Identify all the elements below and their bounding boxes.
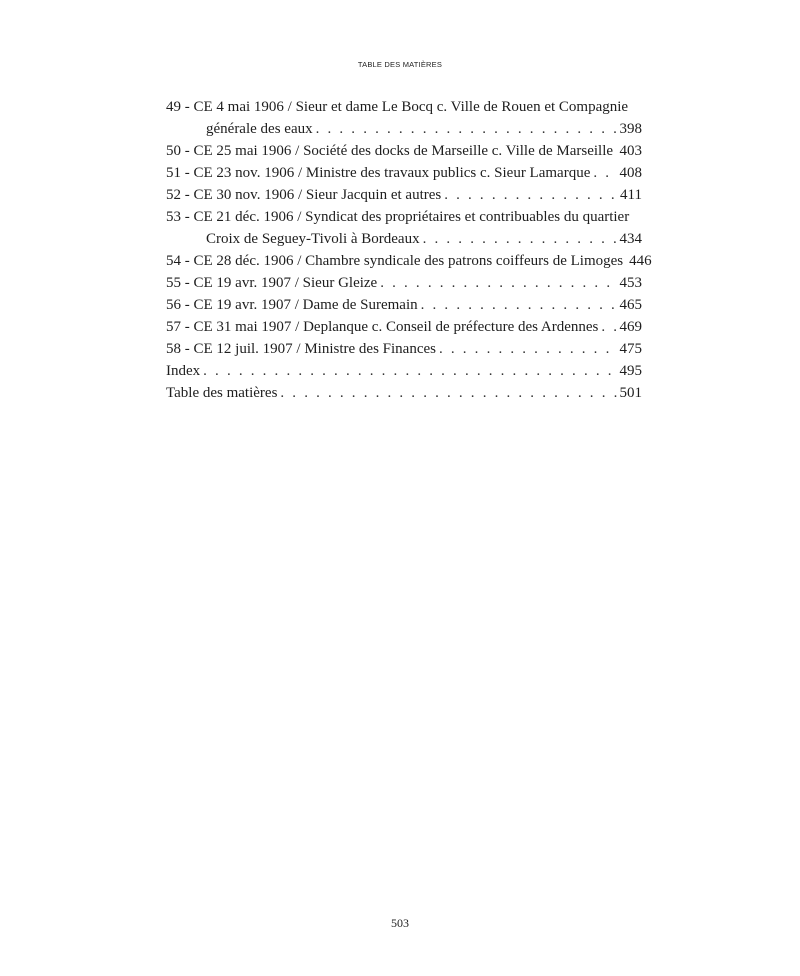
toc-page-number: 465 (619, 297, 642, 313)
toc-page-number: 495 (619, 363, 642, 379)
toc-page-number: 398 (619, 121, 642, 137)
toc-entry-line (166, 228, 642, 250)
toc-entry-line (166, 360, 642, 382)
toc-entry-54 (166, 250, 652, 272)
toc-page-number: 403 (619, 143, 642, 159)
toc-entry-52 (166, 184, 642, 206)
toc-entry-title: Index (166, 363, 201, 379)
toc-entry-55 (166, 272, 642, 294)
toc-entry-line (166, 272, 642, 294)
toc-page-number: 446 (629, 253, 652, 269)
toc-entry-58 (166, 338, 642, 360)
dot-leader (601, 316, 616, 338)
toc-page-number: 475 (619, 341, 642, 357)
toc-entry-title: 51 - CE 23 nov. 1906 / Ministre des travaux publics c. Sieur Lamarque (166, 165, 591, 181)
page-number: 503 (391, 916, 409, 930)
dot-leader (423, 228, 617, 250)
toc-entry-line (166, 162, 642, 184)
toc-entry-title: 58 - CE 12 juil. 1907 / Ministre des Finances (166, 341, 436, 357)
toc-entry-line (166, 294, 642, 316)
table-of-contents (166, 96, 652, 404)
toc-entry-table-des-matieres (166, 382, 642, 404)
toc-entry-index (166, 360, 642, 382)
toc-entry-49 (166, 96, 642, 140)
dot-leader (421, 294, 617, 316)
toc-page-number: 469 (619, 319, 642, 335)
toc-page-number: 434 (619, 231, 642, 247)
dot-leader (593, 162, 616, 184)
toc-entry-line (166, 118, 642, 140)
toc-entry-line (166, 184, 642, 206)
toc-entry-title: 50 - CE 25 mai 1906 / Société des docks de Marseille c. Ville de Marseille (166, 143, 614, 159)
toc-entry-56 (166, 294, 642, 316)
dot-leader (439, 338, 617, 360)
toc-page-number: 411 (620, 187, 642, 203)
toc-entry-line (166, 250, 652, 272)
toc-entry-line (166, 338, 642, 360)
toc-entry-title: Table des matières (166, 385, 278, 401)
toc-entry-53 (166, 206, 642, 250)
toc-entry-line (166, 140, 642, 162)
toc-page-number: 453 (619, 275, 642, 291)
toc-entry-line (166, 316, 642, 338)
toc-entry-51 (166, 162, 642, 184)
running-head: TABLE DES MATIÈRES (357, 60, 443, 69)
toc-entry-title: 49 - CE 4 mai 1906 / Sieur et dame Le Bocq c. Ville de Rouen et Compagnie (166, 99, 629, 115)
toc-entry-title: 57 - CE 31 mai 1907 / Deplanque c. Conseil de préfecture des Ardennes (166, 319, 599, 335)
toc-entry-title-continued: Croix de Seguey-Tivoli à Bordeaux (206, 231, 420, 247)
toc-page-number: 501 (619, 385, 642, 401)
dot-leader (444, 184, 617, 206)
toc-entry-title-continued: générale des eaux (206, 121, 313, 137)
toc-entry-title: 56 - CE 19 avr. 1907 / Dame de Suremain (166, 297, 418, 313)
toc-page-number: 408 (619, 165, 642, 181)
toc-entry-title: 52 - CE 30 nov. 1906 / Sieur Jacquin et autres (166, 187, 442, 203)
toc-entry-line (166, 382, 642, 404)
dot-leader (380, 272, 616, 294)
dot-leader (280, 382, 616, 404)
dot-leader (316, 118, 617, 140)
toc-entry-title: 55 - CE 19 avr. 1907 / Sieur Gleize (166, 275, 378, 291)
toc-entry-57 (166, 316, 642, 338)
toc-entry-title: 54 - CE 28 déc. 1906 / Chambre syndicale des patrons coiffeurs de Limoges (166, 253, 624, 269)
dot-leader (203, 360, 616, 382)
toc-entry-50 (166, 140, 642, 162)
toc-entry-title: 53 - CE 21 déc. 1906 / Syndicat des propriétaires et contribuables du quartier (166, 209, 630, 225)
